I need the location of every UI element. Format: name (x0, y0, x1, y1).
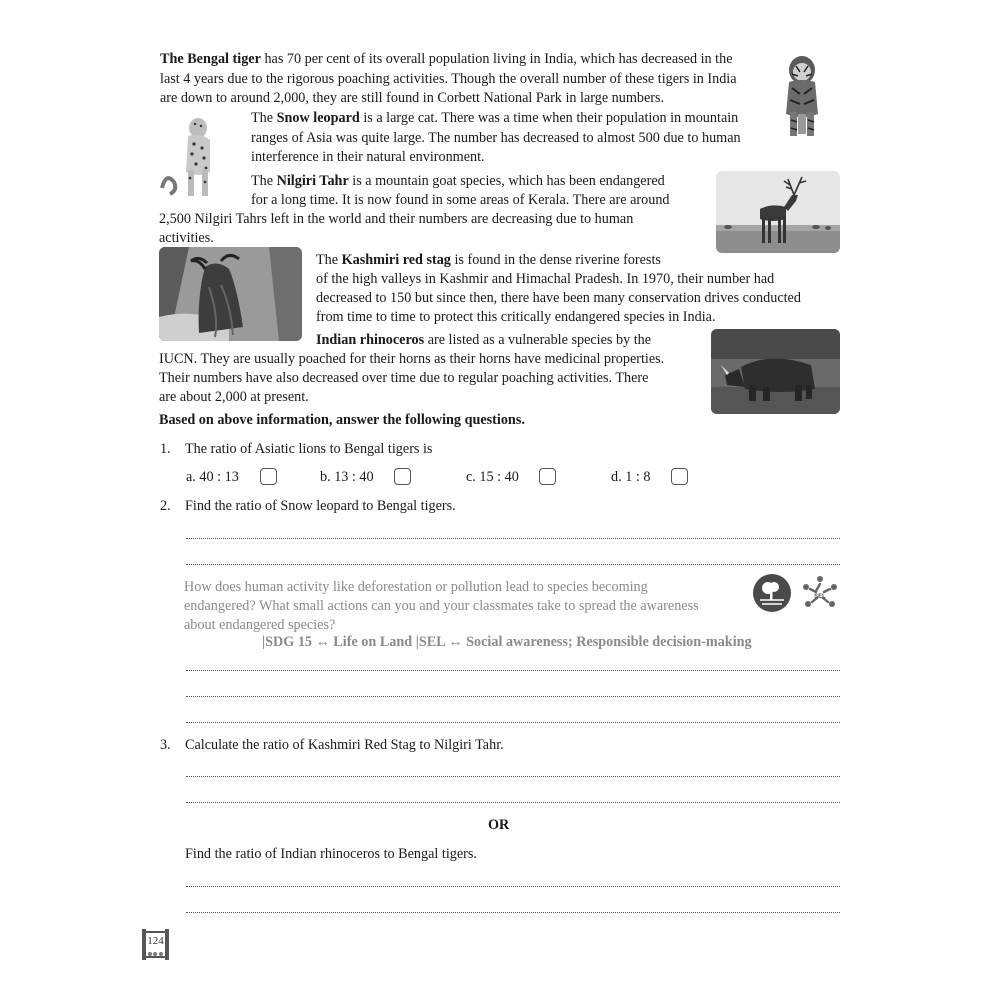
question-3-text: Calculate the ratio of Kashmiri Red Stag to Nilgiri Tahr. (185, 737, 504, 753)
reflection-line-3: about endangered species? (184, 617, 336, 633)
paragraph-text: is found in the dense riverine forests (450, 252, 661, 268)
answer-line[interactable] (186, 564, 840, 565)
paragraph-prefix: The (251, 110, 277, 126)
species-name-snow-leopard: Snow leopard (276, 110, 360, 126)
tahr-line-1 (251, 172, 665, 192)
paragraph-text: has 70 per cent of its overall population living in India, which has decreased in the last 4 years due to the rigorous poaching activities. Though the overall number of these tigers in India are down to around 2,000, they are still found in Corbett National Park in large numbers. (160, 51, 737, 106)
page-number: 124 (147, 935, 164, 947)
sel-badge-text: SEL (814, 594, 826, 600)
answer-line[interactable] (186, 538, 840, 539)
question-1-number: 1. (160, 441, 171, 457)
species-name-bengal-tiger: The Bengal tiger (160, 51, 261, 67)
option-a-checkbox[interactable] (260, 468, 277, 485)
paragraph-text: is a large cat. There was a time when their population in mountain ranges of Asia was quite large. The number has decreased to almost 500 due to human interference in their natural environment. (251, 110, 741, 165)
sdg-sel-tag: |SDG 15 ↔ Life on Land |SEL ↔ Social awareness; Responsible decision-making (262, 634, 752, 650)
question-2-number: 2. (160, 498, 171, 514)
paragraph-bengal-tiger (160, 50, 750, 109)
sel-icon (799, 573, 841, 615)
question-3-number: 3. (160, 737, 171, 753)
instruction-heading: Based on above information, answer the following questions. (159, 412, 525, 428)
rhino-line-1 (316, 331, 651, 351)
tahr-line-2: for a long time. It is now found in some areas of Kerala. There are around (251, 192, 670, 208)
answer-line[interactable] (186, 886, 840, 887)
option-d-checkbox[interactable] (671, 468, 688, 485)
answer-line[interactable] (186, 670, 840, 671)
reflection-line-2: endangered? What small actions can you and your classmates take to spread the awareness (184, 598, 699, 614)
paragraph-prefix: The (251, 173, 277, 189)
species-name-kashmiri-stag: Kashmiri red stag (341, 252, 451, 268)
option-c-label: c. 15 : 40 (466, 469, 519, 485)
answer-line[interactable] (186, 722, 840, 723)
stag-line-3: decreased to 150 but since then, there have been many conservation drives conducted (316, 290, 801, 306)
stag-line-1 (316, 251, 661, 271)
paragraph-text: is a mountain goat species, which has been endangered (348, 173, 665, 189)
tiger-photo (778, 48, 826, 140)
reflection-line-1: How does human activity like deforestation or pollution lead to species becoming (184, 579, 648, 595)
paragraph-text: are listed as a vulnerable species by the (424, 332, 652, 348)
alternate-question-text: Find the ratio of Indian rhinoceros to Bengal tigers. (185, 846, 477, 862)
answer-line[interactable] (186, 776, 840, 777)
paragraph-snow-leopard (251, 109, 747, 168)
answer-line[interactable] (186, 912, 840, 913)
tahr-line-3: 2,500 Nilgiri Tahrs left in the world and their numbers are decreasing due to human (159, 211, 634, 227)
stag-line-4: from time to time to protect this critically endangered species in India. (316, 309, 716, 325)
option-b-checkbox[interactable] (394, 468, 411, 485)
stag-photo (716, 171, 840, 253)
sdg-life-on-land-icon (752, 573, 792, 613)
option-b-label: b. 13 : 40 (320, 469, 374, 485)
option-d-label: d. 1 : 8 (611, 469, 651, 485)
option-c-checkbox[interactable] (539, 468, 556, 485)
rhino-line-3: Their numbers have also decreased over time due to regular poaching activities. There (159, 370, 649, 386)
tahr-photo (159, 247, 302, 341)
rhino-line-2: IUCN. They are usually poached for their horns as their horns have medicinal properties. (159, 351, 665, 367)
or-divider: OR (488, 817, 510, 833)
rhino-line-4: are about 2,000 at present. (159, 389, 309, 405)
page-number-badge (141, 928, 170, 961)
stag-line-2: of the high valleys in Kashmir and Himachal Pradesh. In 1970, their number had (316, 271, 775, 287)
answer-line[interactable] (186, 696, 840, 697)
question-2-text: Find the ratio of Snow leopard to Bengal tigers. (185, 498, 456, 514)
species-name-indian-rhinoceros: Indian rhinoceros (316, 332, 425, 348)
tahr-line-4: activities. (159, 230, 214, 246)
species-name-nilgiri-tahr: Nilgiri Tahr (276, 173, 349, 189)
answer-line[interactable] (186, 802, 840, 803)
question-1-text: The ratio of Asiatic lions to Bengal tigers is (185, 441, 433, 457)
rhino-photo (711, 329, 840, 414)
option-a-label: a. 40 : 13 (186, 469, 239, 485)
snow-leopard-photo (160, 112, 220, 198)
paragraph-prefix: The (316, 252, 342, 268)
